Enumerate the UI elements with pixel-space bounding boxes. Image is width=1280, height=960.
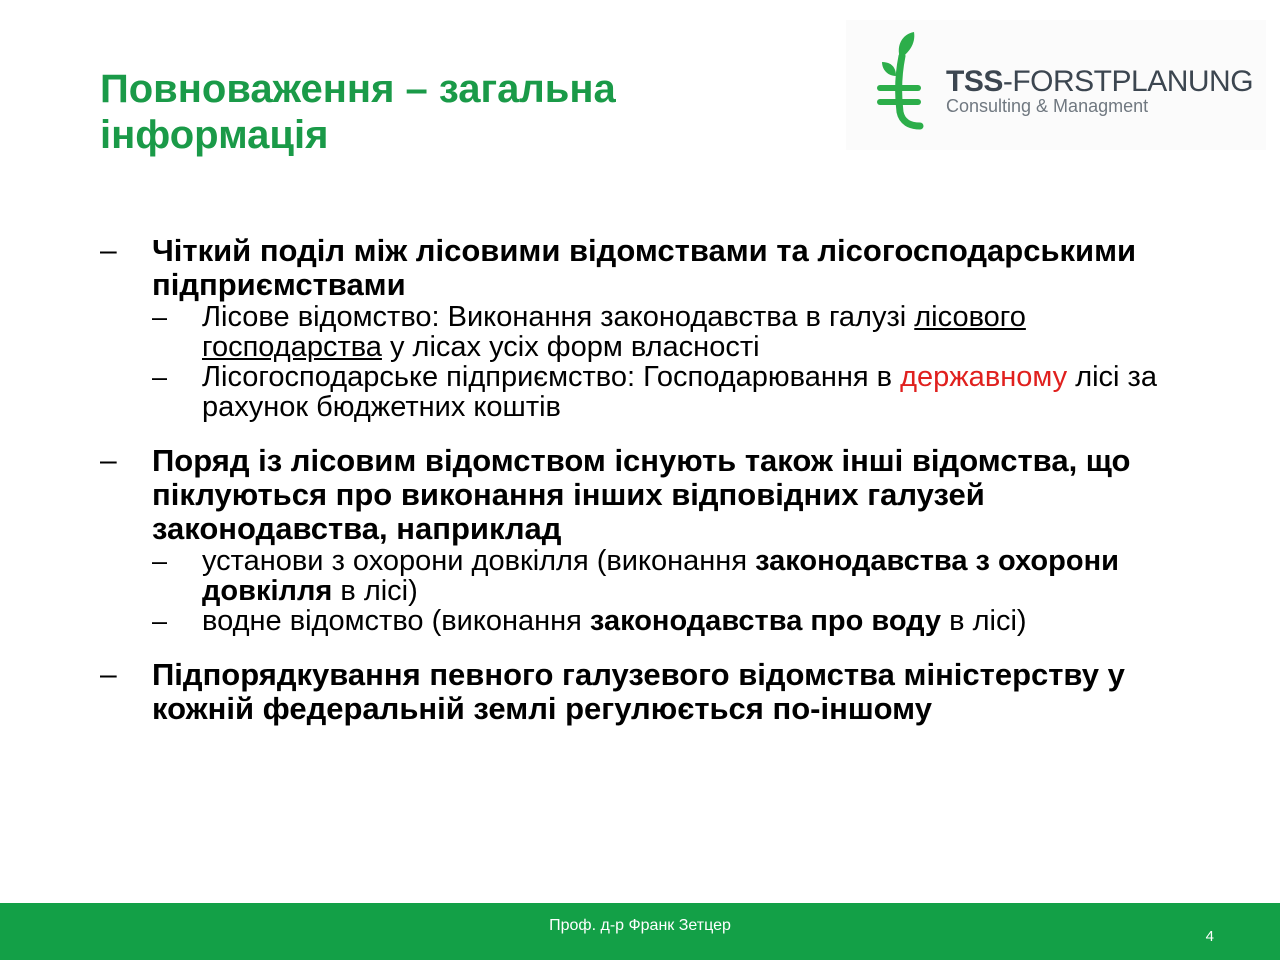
text-segment: Лісогосподарське підприємство: Господарювання в bbox=[202, 361, 901, 393]
page-number: 4 bbox=[1205, 928, 1214, 945]
bullet-dash: – bbox=[100, 444, 117, 477]
bullet-text: Підпорядкування певного галузевого відомства міністерству у кожній федеральній землі регулюється по-іншому bbox=[152, 657, 1125, 726]
sub-bullet-dash: – bbox=[152, 302, 168, 332]
bold-text: законодавства про воду bbox=[589, 605, 942, 637]
text-segment: установи з охорони довкілля (виконання bbox=[202, 545, 756, 577]
bold-text: законодавства з охорони довкілля bbox=[202, 545, 1119, 607]
footer-bar bbox=[0, 903, 1280, 960]
logo-tagline: Consulting & Managment bbox=[946, 96, 1149, 116]
text-segment: лісі за рахунок бюджетних коштів bbox=[202, 361, 1157, 423]
logo-brand-bold: TSS bbox=[946, 65, 1003, 98]
company-logo bbox=[846, 20, 1266, 150]
bullet-dash: – bbox=[100, 234, 117, 267]
sprout-euro-icon bbox=[874, 26, 944, 138]
bullet-item bbox=[100, 658, 1200, 726]
logo-text bbox=[946, 66, 1253, 116]
bullet-dash: – bbox=[100, 658, 117, 691]
sub-bullet-dash: – bbox=[152, 546, 168, 576]
logo-brand-rest: -FORSTPLANUNG bbox=[1002, 65, 1254, 98]
underlined-text: лісового господарства bbox=[202, 301, 1026, 363]
bullet-item bbox=[100, 234, 1200, 422]
sub-bullet-dash: – bbox=[152, 362, 168, 392]
bullet-text: Чіткий поділ між лісовими відомствами та лісогосподарськими підприємствами bbox=[152, 233, 1137, 302]
highlighted-text: державному bbox=[900, 361, 1068, 393]
sub-bullet-item bbox=[152, 546, 1200, 606]
sub-bullet-text bbox=[202, 302, 1200, 362]
slide-title: Повноваження – загальна інформація bbox=[100, 67, 616, 157]
footer-author: Проф. д-р Франк Зетцер bbox=[549, 917, 731, 934]
sub-bullet-item bbox=[152, 362, 1200, 422]
text-segment: у лісах усіх форм власності bbox=[381, 331, 760, 363]
sub-bullet-text bbox=[202, 606, 1200, 636]
bullet-text: Поряд із лісовим відомством існують також інші відомства, що піклуються про виконання інших відповідних галузей законодавства, наприклад bbox=[152, 443, 1131, 546]
logo-brand bbox=[946, 66, 1253, 98]
sub-bullet-text bbox=[202, 546, 1200, 606]
sub-bullet-text bbox=[202, 362, 1200, 422]
text-segment: Лісове відомство: Виконання законодавства в галузі bbox=[202, 301, 915, 333]
bullet-item bbox=[100, 444, 1200, 636]
text-segment: водне відомство (виконання bbox=[202, 605, 590, 637]
text-segment: в лісі) bbox=[332, 575, 418, 607]
sub-bullet-item bbox=[152, 302, 1200, 362]
text-segment: в лісі) bbox=[941, 605, 1027, 637]
sub-bullet-dash: – bbox=[152, 606, 168, 636]
sub-bullet-item bbox=[152, 606, 1200, 636]
slide-content bbox=[100, 234, 1200, 748]
